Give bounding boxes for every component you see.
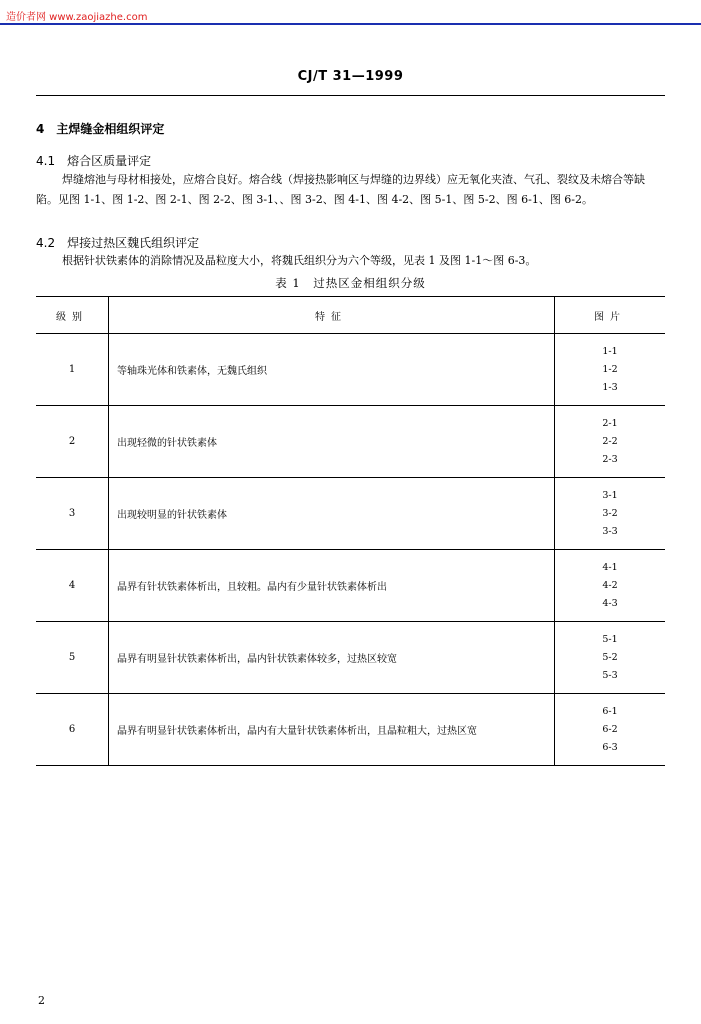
feature-cell: 等轴珠光体和铁素体，无魏氏组织 bbox=[109, 334, 555, 406]
figure-ref: 6-2 bbox=[602, 723, 618, 735]
watermark-rule bbox=[0, 23, 701, 25]
figure-ref: 6-3 bbox=[602, 741, 618, 753]
watermark-text: 造价者网 www.zaojiazhe.com bbox=[6, 12, 148, 23]
feature-cell: 出现较明显的针状铁素体 bbox=[109, 478, 555, 550]
grade-cell: 4 bbox=[36, 550, 109, 622]
figure-ref: 6-1 bbox=[602, 705, 618, 717]
section-4-2-heading: 4.2 焊接过热区魏氏组织评定 bbox=[36, 236, 200, 250]
table-row bbox=[36, 406, 665, 478]
table-header-row bbox=[36, 297, 665, 334]
figure-ref: 5-1 bbox=[602, 633, 618, 645]
section-4-1-heading: 4.1 熔合区质量评定 bbox=[36, 154, 152, 168]
figure-ref: 4-2 bbox=[602, 579, 618, 591]
grade-table bbox=[36, 296, 665, 766]
figures-cell bbox=[555, 694, 666, 766]
feature-cell: 晶界有明显针状铁素体析出，晶内有大量针状铁素体析出，且晶粒粗大，过热区宽 bbox=[109, 694, 555, 766]
figure-ref: 5-3 bbox=[602, 669, 618, 681]
feature-cell: 晶界有明显针状铁素体析出，晶内针状铁素体较多，过热区较宽 bbox=[109, 622, 555, 694]
grade-cell: 1 bbox=[36, 334, 109, 406]
table-title: 表 1 过热区金相组织分级 bbox=[275, 276, 426, 290]
figure-ref: 1-3 bbox=[602, 381, 618, 393]
figure-ref: 5-2 bbox=[602, 651, 618, 663]
feature-cell: 晶界有针状铁素体析出，且较粗。晶内有少量针状铁素体析出 bbox=[109, 550, 555, 622]
figures-cell bbox=[555, 550, 666, 622]
figure-ref: 4-1 bbox=[602, 561, 618, 573]
section-4-1-body: 焊缝熔池与母材相接处，应熔合良好。熔合线（焊接热影响区与焊缝的边界线）应无氧化夹渣、气孔、裂纹及未熔合等缺陷。见图 1-1、图 1-2、图 2-1、图 2-2、图 3-1、、图 3-2、图 4-1、图 4-2、图 5-1、图 5-2、图 6-1、图 6-2。 bbox=[36, 173, 645, 206]
figure-ref: 2-2 bbox=[602, 435, 618, 447]
section-4-2-body: 根据针状铁素体的消除情况及晶粒度大小，将魏氏组织分为六个等级，见表 1 及图 1-1～图 6-3。 bbox=[62, 254, 537, 267]
grade-cell: 6 bbox=[36, 694, 109, 766]
grade-cell: 5 bbox=[36, 622, 109, 694]
figure-ref: 4-3 bbox=[602, 597, 618, 609]
table-row bbox=[36, 478, 665, 550]
grade-cell: 2 bbox=[36, 406, 109, 478]
figure-ref: 3-2 bbox=[602, 507, 618, 519]
table-row bbox=[36, 550, 665, 622]
header-figures: 图片 bbox=[555, 297, 666, 334]
section-4-heading: 4 主焊缝金相组织评定 bbox=[36, 122, 165, 136]
header-rule bbox=[36, 95, 665, 96]
figures-cell bbox=[555, 334, 666, 406]
figure-ref: 2-1 bbox=[602, 417, 618, 429]
header-grade: 级别 bbox=[36, 297, 109, 334]
figures-cell bbox=[555, 406, 666, 478]
table-row bbox=[36, 622, 665, 694]
figure-ref: 2-3 bbox=[602, 453, 618, 465]
figure-ref: 3-1 bbox=[602, 489, 618, 501]
figure-ref: 3-3 bbox=[602, 525, 618, 537]
grade-cell: 3 bbox=[36, 478, 109, 550]
figure-ref: 1-1 bbox=[602, 345, 618, 357]
feature-cell: 出现轻微的针状铁素体 bbox=[109, 406, 555, 478]
figures-cell bbox=[555, 622, 666, 694]
table-row bbox=[36, 334, 665, 406]
figure-ref: 1-2 bbox=[602, 363, 618, 375]
page-number: 2 bbox=[38, 994, 45, 1007]
standard-number-header: CJ/T 31—1999 bbox=[297, 69, 404, 84]
table-row bbox=[36, 694, 665, 766]
figures-cell bbox=[555, 478, 666, 550]
header-feature: 特征 bbox=[109, 297, 555, 334]
